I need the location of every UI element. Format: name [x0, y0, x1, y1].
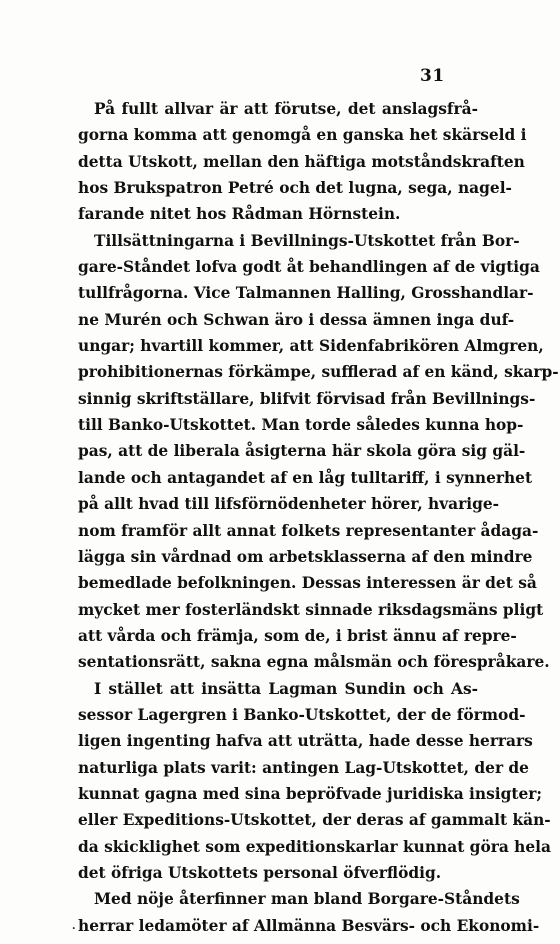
- text-line: det öfriga Utskottets personal öfverflödig.: [78, 863, 442, 882]
- text-line: till Banko-Utskottet. Man torde således kunna hop-: [78, 416, 524, 435]
- margin-mark: .: [72, 921, 76, 932]
- page-number: 31: [420, 66, 445, 86]
- text-line: I stället att insätta Lagman Sundin och As-: [94, 679, 478, 698]
- text-line: pas, att de liberala åsigterna här skola göra sig gäl-: [78, 442, 526, 461]
- text-line: att vårda och främja, som de, i brist ännu af repre-: [78, 626, 517, 645]
- text-line: bemedlade befolkningen. Dessas interessen är det så: [78, 574, 537, 593]
- text-line: sessor Lagergren i Banko-Utskottet, der de förmod-: [78, 705, 526, 724]
- text-line: på allt hvad till lifsförnödenheter hörer, hvarige-: [78, 495, 500, 514]
- text-line: farande nitet hos Rådman Hörnstein.: [78, 205, 401, 224]
- body-text: [78, 96, 559, 939]
- text-line: ungar; hvartill kommer, att Sidenfabrikören Almgren,: [78, 337, 544, 356]
- text-line: nom framför allt annat folkets representanter ådaga-: [78, 521, 539, 540]
- text-line: hos Brukspatron Petré och det lugna, sega, nagel-: [78, 179, 512, 198]
- text-line: mycket mer fosterländskt sinnade riksdagsmäns pligt: [78, 600, 544, 619]
- text-line: lande och antagandet af en låg tulltariff, i synnerhet: [78, 468, 533, 487]
- text-line: detta Utskott, mellan den häftiga motståndskraften: [78, 152, 525, 171]
- text-line: Tillsättningarna i Bevillnings-Utskottet från Bor-: [94, 231, 520, 250]
- text-line: sinnig skriftställare, blifvit förvisad från Bevillnings-: [78, 389, 536, 408]
- text-line: kunnat gagna med sina bepröfvade juridiska insigter;: [78, 784, 543, 803]
- text-line: lägga sin vårdnad om arbetsklasserna af den mindre: [78, 547, 533, 566]
- text-line: eller Expeditions-Utskottet, der deras af gammalt kän-: [78, 811, 551, 830]
- text-line: ligen ingenting hafva att uträtta, hade desse herrars: [78, 732, 533, 751]
- text-line: På fullt allvar är att förutse, det anslagsfrå-: [94, 100, 478, 118]
- text-line: gare-Ståndet lofva godt åt behandlingen af de vigtiga: [78, 258, 540, 277]
- text-line: da skicklighet som expeditionskarlar kunnat göra hela: [78, 837, 551, 856]
- text-line: gorna komma att genomgå en ganska het skärseld i: [78, 126, 527, 145]
- text-line: prohibitionernas förkämpe, sufflerad af en känd, skarp-: [78, 363, 559, 382]
- text-line: sentationsrätt, sakna egna målsmän och förespråkare.: [78, 653, 550, 672]
- text-line: ne Murén och Schwan äro i dessa ämnen inga duf-: [78, 310, 515, 329]
- text-line: naturliga plats varit: antingen Lag-Utskottet, der de: [78, 758, 529, 777]
- text-line: herrar ledamöter af Allmänna Besvärs- och Ekonomi-: [78, 916, 540, 935]
- text-line: tullfrågorna. Vice Talmannen Halling, Grosshandlar-: [78, 284, 534, 303]
- text-line: Med nöje återfinner man bland Borgare-Ståndets: [94, 890, 520, 909]
